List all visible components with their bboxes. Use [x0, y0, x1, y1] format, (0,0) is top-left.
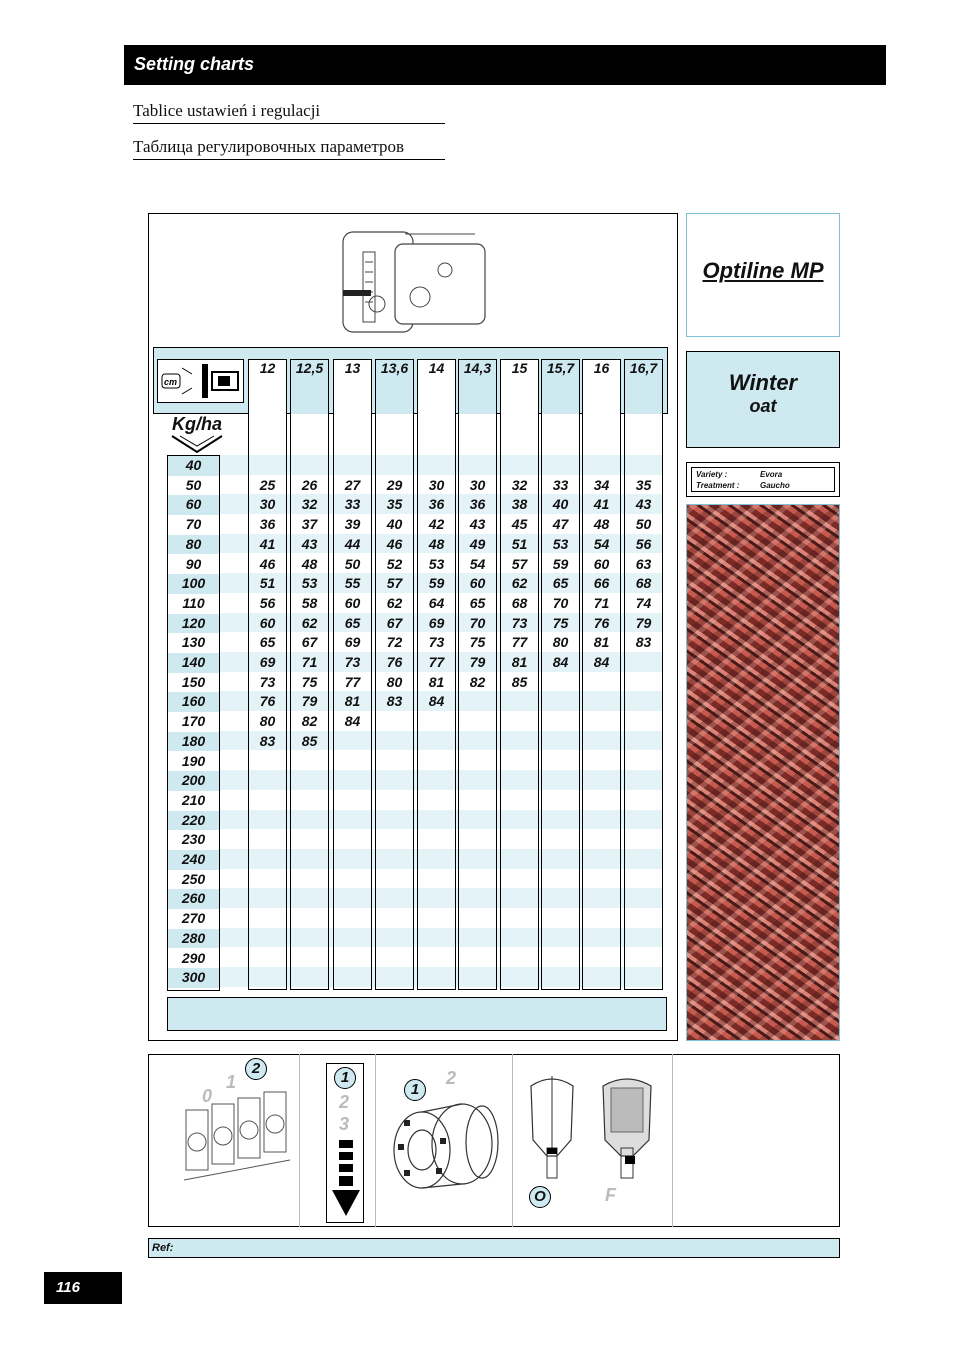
wheel-digit-2: 2 [446, 1068, 457, 1088]
kg-rate-cell: 140 [168, 653, 219, 673]
table-cell: 70 [552, 594, 569, 611]
kg-rate-cell: 150 [168, 673, 219, 693]
table-cell: 66 [593, 575, 610, 592]
setting-column [624, 359, 663, 990]
wheel-digit-1: 1 [404, 1079, 426, 1101]
kg-rate-cell: 270 [168, 909, 219, 929]
table-cell: 56 [635, 535, 652, 552]
table-cell: 33 [344, 496, 361, 513]
table-cell: 62 [386, 594, 403, 611]
table-cell: 60 [259, 614, 276, 631]
table-cell: 47 [552, 516, 569, 533]
dial-digit-0: 0 [202, 1086, 213, 1106]
crop-box [686, 351, 840, 448]
step-1: 1 [334, 1067, 356, 1089]
table-cell: 64 [428, 594, 445, 611]
table-cell: 32 [301, 496, 318, 513]
dial-digit-1: 1 [226, 1072, 237, 1092]
table-cell: 55 [344, 575, 361, 592]
table-cell: 53 [552, 535, 569, 552]
table-cell: 58 [301, 594, 318, 611]
table-cell: 82 [301, 713, 318, 730]
table-cell: 25 [259, 476, 276, 493]
table-cell [542, 456, 579, 476]
header-bar [124, 45, 886, 85]
table-cell: 80 [386, 673, 403, 690]
step-3: 3 [339, 1114, 350, 1134]
table-cell: 84 [344, 713, 361, 730]
table-cell: 65 [344, 614, 361, 631]
table-cell [334, 456, 371, 476]
table-cell: 34 [593, 476, 610, 493]
table-cell: 75 [469, 634, 486, 651]
kg-rate-cell: 180 [168, 732, 219, 752]
table-cell: 77 [511, 634, 528, 651]
column-header: 12,5 [291, 360, 328, 414]
variety-box [686, 462, 840, 497]
table-cell: 71 [301, 654, 318, 670]
table-cell: 77 [344, 673, 361, 690]
table-cell: 83 [259, 732, 276, 749]
table-cell: 53 [301, 575, 318, 592]
table-cell: 73 [511, 614, 528, 631]
table-cell: 62 [301, 614, 318, 631]
setting-column [458, 359, 497, 990]
column-header: 15,7 [542, 360, 579, 414]
table-cell: 77 [428, 654, 445, 670]
table-cell: 52 [386, 555, 403, 572]
table-cell: 59 [428, 575, 445, 592]
table-cell [418, 456, 455, 476]
table-cell [583, 456, 620, 476]
table-cell: 36 [428, 496, 445, 513]
ref-label: Ref: [152, 1242, 174, 1254]
column-header: 15 [501, 360, 538, 414]
table-cell: 76 [259, 693, 276, 710]
table-cell: 30 [469, 476, 486, 493]
down-arrow-icon [170, 434, 224, 454]
table-cell: 30 [428, 476, 445, 493]
table-cell: 53 [428, 555, 445, 572]
kg-rate-cell: 100 [168, 574, 219, 594]
kg-rate-cell: 40 [168, 456, 219, 476]
table-cell [291, 456, 328, 476]
table-cell: 49 [469, 535, 486, 552]
table-cell: 72 [386, 634, 403, 651]
table-cell: 33 [552, 476, 569, 493]
table-cell: 35 [386, 496, 403, 513]
table-cell: 74 [635, 594, 652, 611]
kg-rate-cell: 200 [168, 771, 219, 791]
column-header: 13 [334, 360, 371, 414]
column-header: 16,7 [625, 360, 662, 414]
shutter-open-icon [527, 1072, 577, 1182]
kg-rate-cell: 260 [168, 889, 219, 909]
wheel-icon [384, 1098, 504, 1198]
table-cell: 68 [511, 594, 528, 611]
table-cell: 67 [301, 634, 318, 651]
setting-column [417, 359, 456, 990]
treatment-value: Gaucho [760, 481, 790, 490]
table-cell: 79 [301, 693, 318, 710]
treatment-label: Treatment : [696, 481, 740, 490]
table-cell: 79 [469, 654, 486, 670]
table-cell: 65 [259, 634, 276, 651]
table-cell: 60 [593, 555, 610, 572]
table-cell: 83 [386, 693, 403, 710]
table-cell: 79 [635, 614, 652, 631]
setting-column [333, 359, 372, 990]
step-2: 2 [339, 1092, 350, 1112]
dial-digit-2: 2 [245, 1058, 267, 1080]
shutter-closed-icon [599, 1072, 655, 1182]
shutter-label-closed: F [605, 1185, 616, 1205]
table-cell: 85 [301, 732, 318, 749]
table-cell: 84 [428, 693, 445, 710]
setting-column [375, 359, 414, 990]
table-cell: 36 [259, 516, 276, 533]
table-cell: 29 [386, 476, 403, 493]
table-cell: 37 [301, 516, 318, 533]
table-cell: 38 [511, 496, 528, 513]
table-cell [501, 456, 538, 476]
table-cell [249, 456, 286, 476]
setting-column [500, 359, 539, 990]
table-cell: 71 [593, 594, 610, 611]
subtitle-russian: Таблица регулировочных параметров [133, 137, 445, 160]
table-cell: 50 [344, 555, 361, 572]
table-cell [459, 456, 496, 476]
table-cell: 69 [259, 654, 276, 670]
table-cell: 51 [259, 575, 276, 592]
table-cell: 54 [593, 535, 610, 552]
kg-rate-column [167, 455, 220, 991]
table-cell: 81 [428, 673, 445, 690]
table-cell: 36 [469, 496, 486, 513]
table-cell: 65 [469, 594, 486, 611]
variety-label: Variety : [696, 470, 728, 479]
table-cell [376, 456, 413, 476]
table-cell: 27 [344, 476, 361, 493]
kg-rate-cell: 50 [168, 476, 219, 496]
table-cell: 82 [469, 673, 486, 690]
kg-rate-cell: 80 [168, 535, 219, 555]
table-cell: 41 [593, 496, 610, 513]
table-cell: 75 [301, 673, 318, 690]
cm-gauge-icon [158, 360, 243, 402]
kg-ha-label: Kg/ha [172, 414, 223, 434]
table-cell: 57 [511, 555, 528, 572]
page-number-box [44, 1272, 122, 1304]
table-cell: 42 [428, 516, 445, 533]
table-cell: 73 [428, 634, 445, 651]
table-cell: 76 [386, 654, 403, 670]
table-cell: 70 [469, 614, 486, 631]
table-cell: 48 [301, 555, 318, 572]
kg-rate-cell: 280 [168, 929, 219, 949]
shutter-label-open: O [529, 1186, 551, 1208]
table-cell: 56 [259, 594, 276, 611]
table-cell: 63 [635, 555, 652, 572]
column-header: 13,6 [376, 360, 413, 414]
column-header: 14,3 [459, 360, 496, 414]
subtitle-polish: Tablice ustawień i regulacji [133, 101, 445, 124]
table-cell: 57 [386, 575, 403, 592]
kg-rate-cell: 250 [168, 870, 219, 890]
column-header: 12 [249, 360, 286, 414]
kg-rate-cell: 220 [168, 811, 219, 831]
kg-rate-cell: 240 [168, 850, 219, 870]
table-cell: 81 [344, 693, 361, 710]
unit-icon-cell [157, 359, 244, 403]
table-cell: 73 [344, 654, 361, 670]
table-cell: 35 [635, 476, 652, 493]
table-cell: 48 [593, 516, 610, 533]
table-cell: 69 [344, 634, 361, 651]
product-name: Optiline MP [702, 258, 824, 283]
table-cell: 45 [511, 516, 528, 533]
table-cell: 75 [552, 614, 569, 631]
table-cell: 59 [552, 555, 569, 572]
table-cell: 80 [259, 713, 276, 730]
table-cell: 46 [386, 535, 403, 552]
kg-rate-cell: 230 [168, 830, 219, 850]
table-cell: 73 [259, 673, 276, 690]
table-cell: 81 [593, 634, 610, 651]
kg-rate-cell: 290 [168, 949, 219, 969]
kg-rate-cell: 190 [168, 752, 219, 772]
kg-rate-cell: 110 [168, 594, 219, 614]
notes-bar [167, 997, 667, 1031]
table-cell: 62 [511, 575, 528, 592]
kg-rate-cell: 120 [168, 614, 219, 634]
gearbox-icon [180, 1090, 298, 1200]
svg-text:cm: cm [164, 377, 178, 387]
crop-name: Winter [728, 370, 798, 395]
ref-bar [148, 1238, 840, 1258]
table-cell: 84 [552, 654, 569, 670]
table-cell: 54 [469, 555, 486, 572]
table-cell: 69 [428, 614, 445, 631]
table-cell: 51 [511, 535, 528, 552]
table-cell: 30 [259, 496, 276, 513]
down-arrow-bold-icon [330, 1138, 362, 1220]
table-cell: 76 [593, 614, 610, 631]
product-box [686, 213, 840, 337]
crop-type: oat [749, 396, 777, 416]
table-cell: 40 [552, 496, 569, 513]
table-cell: 67 [386, 614, 403, 631]
setting-column [248, 359, 287, 990]
seed-photo [686, 504, 840, 1041]
kg-rate-cell: 130 [168, 633, 219, 653]
table-cell: 68 [635, 575, 652, 592]
variety-value: Evora [760, 470, 783, 479]
kg-rate-cell: 60 [168, 495, 219, 515]
kg-rate-cell: 170 [168, 712, 219, 732]
table-cell: 60 [469, 575, 486, 592]
table-cell: 43 [301, 535, 318, 552]
header-title: Setting charts [134, 54, 255, 74]
table-cell: 43 [635, 496, 652, 513]
table-cell: 60 [344, 594, 361, 611]
kg-rate-cell: 160 [168, 692, 219, 712]
column-header: 14 [418, 360, 455, 414]
table-cell: 40 [386, 516, 403, 533]
sequence-diagram [326, 1063, 364, 1223]
table-cell: 39 [344, 516, 361, 533]
table-cell: 46 [259, 555, 276, 572]
table-cell: 43 [469, 516, 486, 533]
table-cell: 48 [428, 535, 445, 552]
page-number: 116 [56, 1279, 80, 1296]
table-cell: 44 [344, 535, 361, 552]
kg-rate-cell: 90 [168, 555, 219, 575]
table-cell: 81 [511, 654, 528, 670]
table-cell: 41 [259, 535, 276, 552]
table-cell: 83 [635, 634, 652, 651]
setting-column [290, 359, 329, 990]
table-cell: 26 [301, 476, 318, 493]
setting-column [541, 359, 580, 990]
table-cell: 65 [552, 575, 569, 592]
setting-column [582, 359, 621, 990]
kg-rate-cell: 300 [168, 968, 219, 988]
table-cell [625, 456, 662, 476]
table-cell: 80 [552, 634, 569, 651]
table-cell: 85 [511, 673, 528, 690]
table-cell: 84 [593, 654, 610, 670]
kg-rate-cell: 210 [168, 791, 219, 811]
kg-rate-cell: 70 [168, 515, 219, 535]
column-header: 16 [583, 360, 620, 414]
table-cell: 50 [635, 516, 652, 533]
metering-unit-illustration [335, 222, 495, 340]
table-cell: 32 [511, 476, 528, 493]
